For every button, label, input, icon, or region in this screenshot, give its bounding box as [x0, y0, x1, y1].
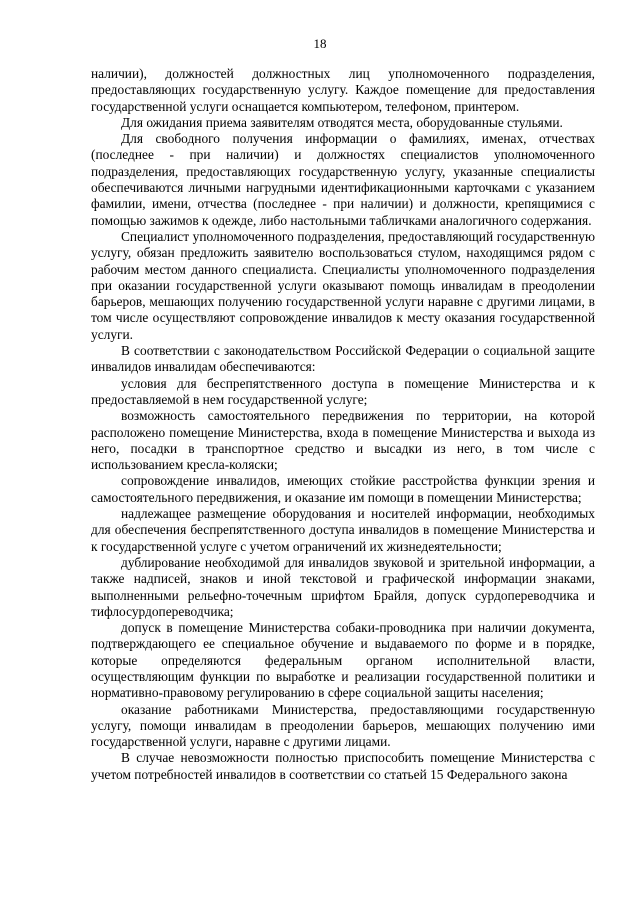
paragraph-waiting-area: Для ожидания приема заявителям отводятся места, оборудованные стульями. — [121, 114, 563, 130]
list-item-staff-assistance: оказание работниками Министерства, предоставляющими государственную услугу, помощи инвалидам в преодолении барьеров, мешающих получению ими государственной услуги, наравне с другими лицами. — [91, 701, 595, 750]
list-item-guide-dog: допуск в помещение Министерства собаки-проводника при наличии документа, подтверждающего ее специальное обучение и выдаваемого по форме и в порядке, которые определяются федеральным органом исполнительной власти, осуществляющим функции по выработке и реализации государственной политики и нормативно-правовому регулированию в сфере социальной защиты населения; — [91, 620, 595, 701]
paragraph-legislation-intro: В соответствии с законодательством Российской Федерации о социальной защите инвалидов инвалидам обеспечиваются: — [91, 343, 595, 375]
document-body — [91, 66, 595, 783]
paragraph-continuation: наличии), должностей должностных лиц уполномоченного подразделения, предоставляющих государственную услугу. Каждое помещение для предоставления государственной услуги оснащается компьютером, телефоном, принтером. — [91, 66, 595, 114]
list-item-access-conditions: условия для беспрепятственного доступа в помещение Министерства и к предоставляемой в нем государственной услуге; — [91, 375, 595, 407]
paragraph-id-cards: Для свободного получения информации о фамилиях, именах, отчествах (последнее - при наличии) и должностях специалистов уполномоченного подразделения, предоставляющих государственную услугу, указанные специалисты обеспечиваются личными нагрудными идентификационными карточками с указанием фамилии, имени, отчества (последнее - при наличии) и должности, крепящимися с помощью зажимов к одежде, либо настольными табличками аналогичного содержания. — [91, 131, 595, 228]
paragraph-specialist-duties: Специалист уполномоченного подразделения, предоставляющий государственную услугу, обязан предложить заявителю воспользоваться стулом, находящимся рядом с рабочим местом данного специалиста. Специалисты уполномоченного подразделения при оказании государственной услуги оказывают помощь инвалидам в преодолении барьеров, мешающих получению государственной услуги наравне с другими лицами, в том числе осуществляют сопровождение инвалидов к месту оказания государственной услуги. — [91, 228, 595, 342]
list-item-movement: возможность самостоятельного передвижения по территории, на которой расположено помещение Министерства, входа в помещение Министерства и выхода из него, посадки в транспортное средство и высадки из него, в том числе с использованием кресла-коляски; — [91, 408, 595, 473]
paragraph-adaptation-impossible: В случае невозможности полностью приспособить помещение Министерства с учетом потребностей инвалидов в соответствии со статьей 15 Федерального закона — [91, 750, 595, 782]
list-item-escort: сопровождение инвалидов, имеющих стойкие расстройства функции зрения и самостоятельного передвижения, и оказание им помощи в помещении Министерства; — [91, 473, 595, 505]
list-item-equipment-placement: надлежащее размещение оборудования и носителей информации, необходимых для обеспечения беспрепятственного доступа инвалидов в помещение Министерства и к государственной услуге с учетом ограничений их жизнедеятельности; — [91, 506, 595, 554]
list-item-braille-duplication: дублирование необходимой для инвалидов звуковой и зрительной информации, а также надписей, знаков и иной текстовой и графической информации знаками, выполненными рельефно-точечным шрифтом Брайля, допуск сурдопереводчика и тифлосурдопереводчика; — [91, 554, 595, 619]
page-number: 18 — [313, 36, 327, 51]
